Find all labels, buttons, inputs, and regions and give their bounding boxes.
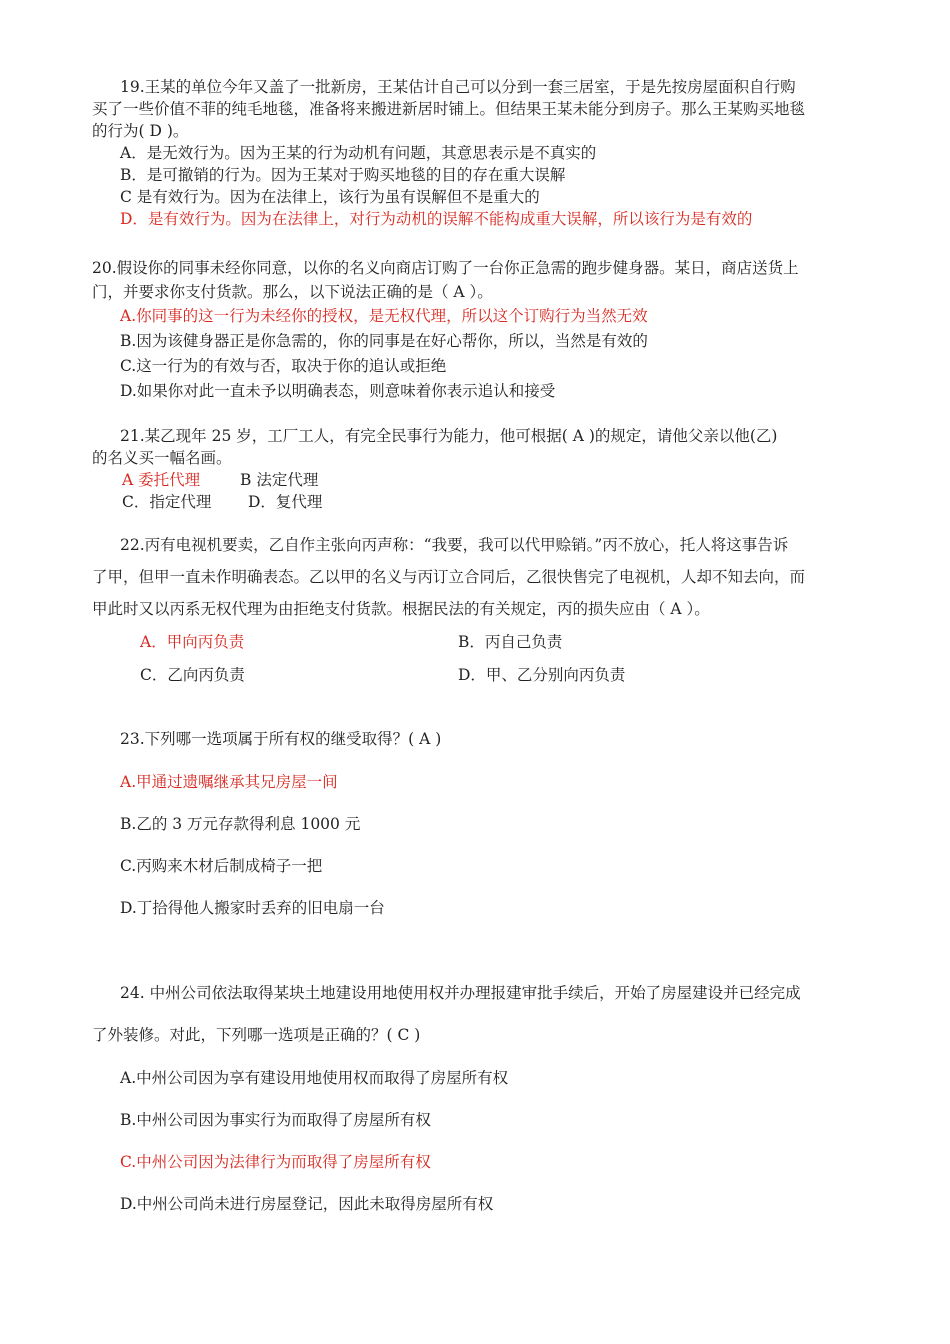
q20-stem-line-2: 门，并要求你支付货款。那么，以下说法正确的是（ A ）。: [92, 283, 493, 301]
q22-stem-line-1: 22.丙有电视机要卖，乙自作主张向丙声称：“我要，我可以代甲赊销。”丙不放心，托人将这事告诉: [120, 536, 789, 554]
q24-stem-line-2: 了外装修。对此，下列哪一选项是正确的？( C ): [92, 1026, 421, 1044]
q21-option-d: D．复代理: [248, 493, 323, 511]
q23-stem: 23.下列哪一选项属于所有权的继受取得？( A ): [120, 730, 442, 748]
q19-stem-line-2: 买了一些价值不菲的纯毛地毯，准备将来搬进新居时铺上。但结果王某未能分到房子。那么王某购买地毯: [92, 100, 806, 118]
q23-option-a-answer: A.甲通过遗嘱继承其兄房屋一间: [120, 773, 338, 791]
q21-option-b: B 法定代理: [240, 471, 319, 489]
q21-option-a-answer: A 委托代理: [122, 471, 201, 489]
q24-stem-line-1: 24. 中州公司依法取得某块土地建设用地使用权并办理报建审批手续后，开始了房屋建设并已经完成: [120, 984, 801, 1002]
q24-option-a: A.中州公司因为享有建设用地使用权而取得了房屋所有权: [120, 1069, 509, 1087]
q24-option-d: D.中州公司尚未进行房屋登记，因此未取得房屋所有权: [120, 1195, 494, 1213]
q23-option-d: D.丁拾得他人搬家时丢弃的旧电扇一台: [120, 899, 385, 917]
q19-stem-line-1: 19.王某的单位今年又盖了一批新房，王某估计自己可以分到一套三居室，于是先按房屋面积自行购: [120, 78, 796, 96]
q20-option-a-answer: A.你同事的这一行为未经你的授权，是无权代理，所以这个订购行为当然无效: [120, 307, 648, 325]
q22-stem-line-3: 甲此时又以丙系无权代理为由拒绝支付货款。根据民法的有关规定，丙的损失应由（ A ）。: [92, 600, 710, 618]
q20-option-d: D.如果你对此一直未予以明确表态，则意味着你表示追认和接受: [120, 382, 556, 400]
q20-option-b: B.因为该健身器正是你急需的，你的同事是在好心帮你，所以，当然是有效的: [120, 332, 648, 350]
q22-stem-line-2: 了甲，但甲一直未作明确表态。乙以甲的名义与丙订立合同后，乙很快售完了电视机，人却不知去向，而: [92, 568, 806, 586]
q22-option-b: B．丙自己负责: [458, 633, 563, 651]
q19-stem-line-3: 的行为( D )。: [92, 122, 189, 140]
q22-option-c: C．乙向丙负责: [140, 666, 245, 684]
q23-option-c: C.丙购来木材后制成椅子一把: [120, 857, 323, 875]
q19-option-a: A．是无效行为。因为王某的行为动机有问题，其意思表示是不真实的: [120, 144, 597, 162]
q21-stem-line-1: 21.某乙现年 25 岁，工厂工人，有完全民事行为能力，他可根据( A )的规定，请他父亲以他(乙): [120, 427, 778, 445]
q23-option-b: B.乙的 3 万元存款得利息 1000 元: [120, 815, 361, 833]
q22-option-d: D．甲、乙分别向丙负责: [458, 666, 626, 684]
q22-option-a-answer: A．甲向丙负责: [140, 633, 245, 651]
q24-option-c-answer: C.中州公司因为法律行为而取得了房屋所有权: [120, 1153, 431, 1171]
q21-option-c: C．指定代理: [122, 493, 212, 511]
q20-option-c: C.这一行为的有效与否，取决于你的追认或拒绝: [120, 357, 447, 375]
q20-stem-line-1: 20.假设你的同事未经你同意，以你的名义向商店订购了一台你正急需的跑步健身器。某日，商店送货上: [92, 259, 799, 277]
q24-option-b: B.中州公司因为事实行为而取得了房屋所有权: [120, 1111, 431, 1129]
q19-option-b: B．是可撤销的行为。因为王某对于购买地毯的目的存在重大误解: [120, 166, 566, 184]
q19-option-c: C 是有效行为。因为在法律上，该行为虽有误解但不是重大的: [120, 188, 540, 206]
q21-stem-line-2: 的名义买一幅名画。: [92, 449, 232, 467]
q19-option-d-answer: D．是有效行为。因为在法律上，对行为动机的误解不能构成重大误解，所以该行为是有效的: [120, 210, 753, 228]
